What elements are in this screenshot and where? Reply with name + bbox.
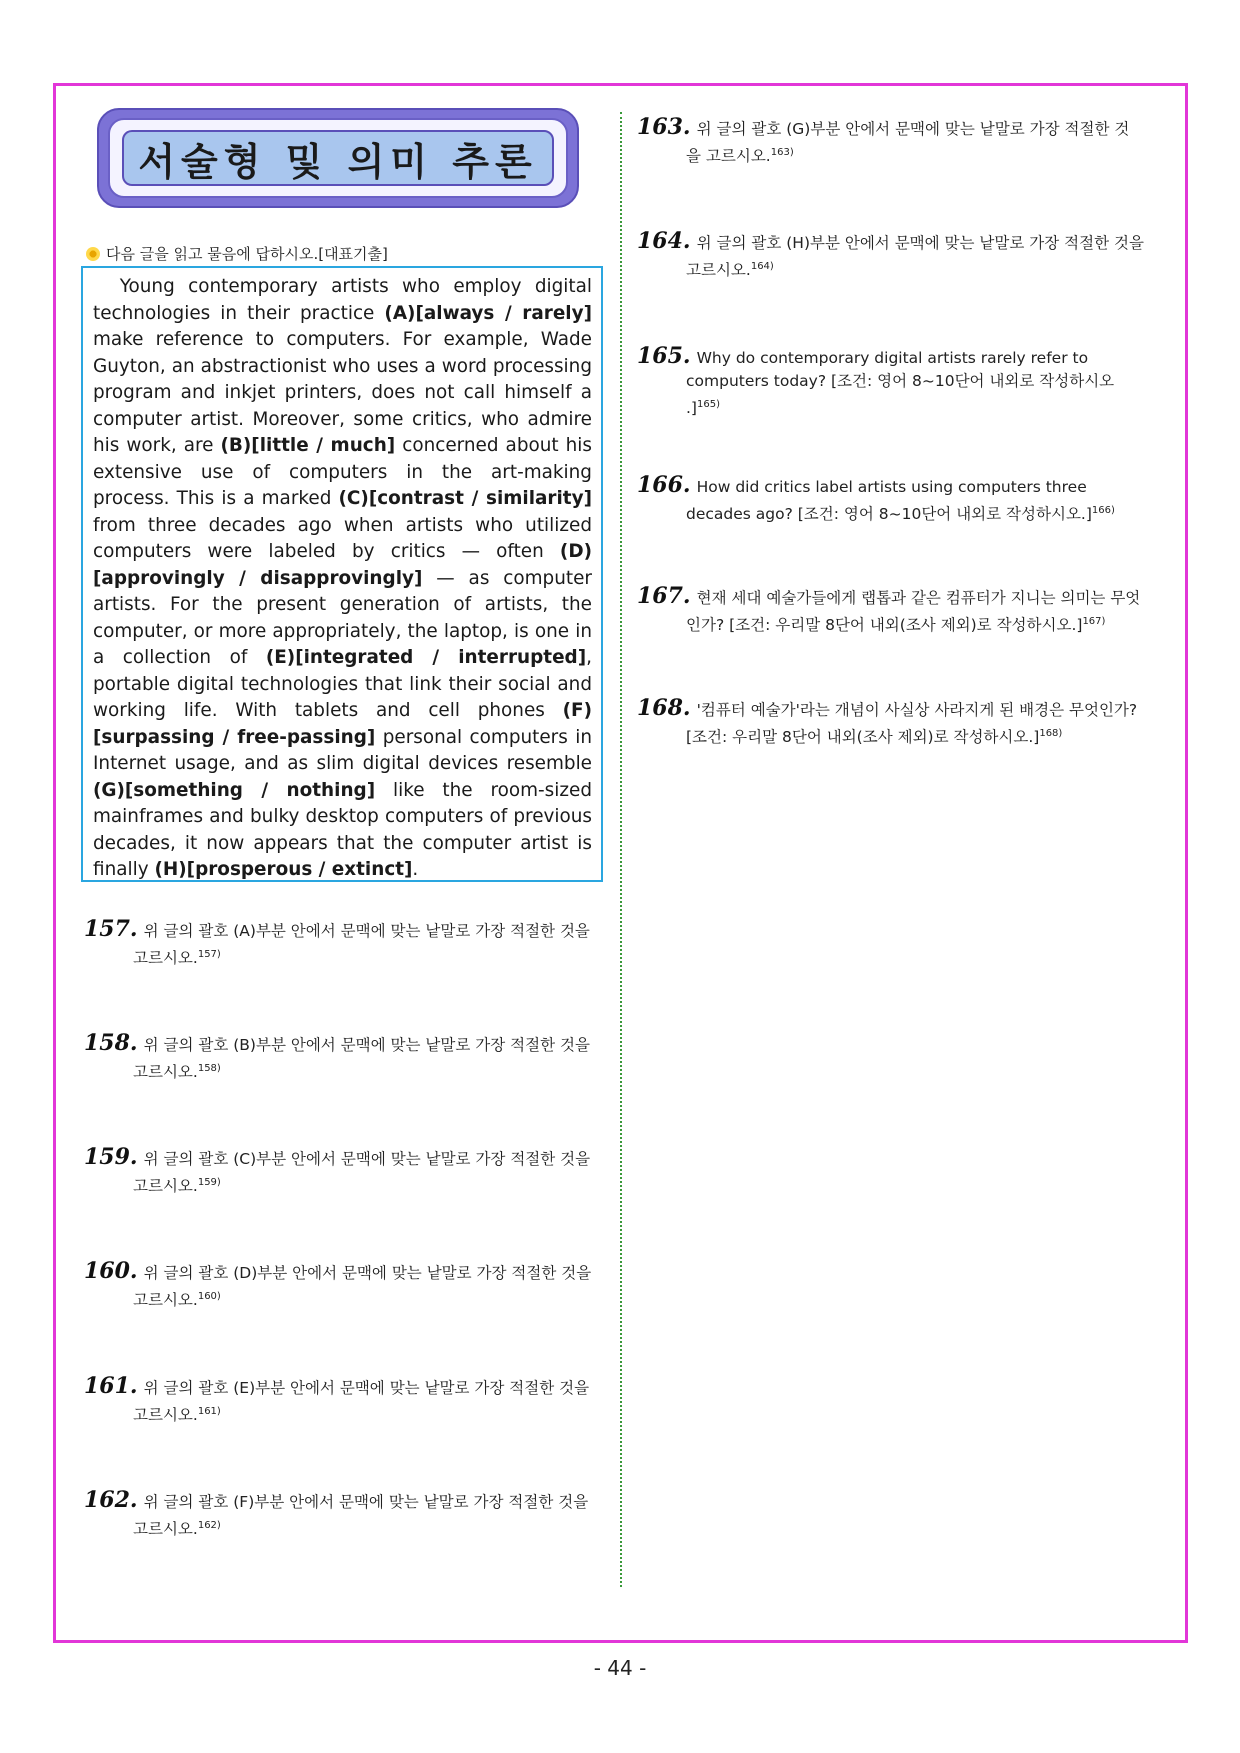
passage-text: from three decades ago when artists who utilized computers were labeled by critics — often xyxy=(93,514,592,562)
question-text: decades ago? [조건: 영어 8~10단어 내외로 작성하시오.] xyxy=(686,505,1092,524)
passage-text: — as computer artists. For the present generation of artists, the computer, or more appropriately, the laptop, is one in a collection of xyxy=(93,567,592,668)
question-157 xyxy=(84,918,604,970)
question-text: 고르시오. xyxy=(133,1291,198,1310)
blank-d: (D)[approvingly / disapprovingly] xyxy=(93,541,592,589)
question-text: [조건: 우리말 8단어 내외(조사 제외)로 작성하시오.] xyxy=(686,728,1040,747)
footnote-ref: 158) xyxy=(197,1063,221,1074)
question-text: 인가? [조건: 우리말 8단어 내외(조사 제외)로 작성하시오.] xyxy=(686,616,1083,635)
question-number: 162. xyxy=(84,1487,138,1513)
section-title-badge xyxy=(97,108,579,208)
question-text: 을 고르시오. xyxy=(686,147,771,166)
question-163 xyxy=(637,116,1162,168)
question-167 xyxy=(637,585,1162,637)
footnote-ref: 166) xyxy=(1091,505,1115,516)
footnote-ref: 159) xyxy=(197,1177,221,1188)
blank-a: (A)[always / rarely] xyxy=(384,302,592,324)
question-number: 159. xyxy=(84,1144,138,1170)
question-text: 위 글의 괄호 (A)부분 안에서 문맥에 맞는 낱말로 가장 적절한 것을 xyxy=(143,922,590,940)
question-166 xyxy=(637,474,1162,526)
question-text: 위 글의 괄호 (H)부분 안에서 문맥에 맞는 낱말로 가장 적절한 것을 xyxy=(696,234,1144,252)
blank-e: (E)[integrated / interrupted] xyxy=(265,647,587,668)
question-161 xyxy=(84,1375,604,1427)
question-text: 위 글의 괄호 (E)부분 안에서 문맥에 맞는 낱말로 가장 적절한 것을 xyxy=(143,1379,590,1397)
question-text: 위 글의 괄호 (D)부분 안에서 문맥에 맞는 낱말로 가장 적절한 것을 xyxy=(143,1264,592,1282)
question-number: 164. xyxy=(637,228,691,254)
instruction xyxy=(86,243,388,264)
question-number: 158. xyxy=(84,1030,138,1056)
question-text: 고르시오. xyxy=(133,1406,198,1425)
question-text: 위 글의 괄호 (C)부분 안에서 문맥에 맞는 낱말로 가장 적절한 것을 xyxy=(143,1150,591,1168)
footnote-ref: 167) xyxy=(1082,616,1106,627)
passage-text: Young contemporary artists who employ digital technologies in their practice xyxy=(93,276,592,324)
question-number: 163. xyxy=(637,114,691,140)
question-text: Why do contemporary digital artists rarely refer to xyxy=(696,349,1089,367)
question-text: '컴퓨터 예술가'라는 개념이 사실상 사라지게 된 배경은 무엇인가? xyxy=(696,701,1138,719)
question-number: 160. xyxy=(84,1258,138,1284)
passage-text: make reference to computers. For example, Wade Guyton, an abstractionist who uses a word processing program and inkjet printers, does not call himself a computer artist. Moreover, some critics, who admire his work, are xyxy=(93,329,592,456)
flower-icon xyxy=(86,247,100,261)
blank-f: (F)[surpassing / free-passing] xyxy=(93,700,592,748)
passage-text: like the room-sized mainframes and bulky desktop computers of previous decades, it now appears that the computer artist is finally xyxy=(93,779,592,880)
footnote-ref: 161) xyxy=(197,1406,221,1417)
question-text: 위 글의 괄호 (F)부분 안에서 문맥에 맞는 낱말로 가장 적절한 것을 xyxy=(143,1493,589,1511)
blank-c: (C)[contrast / similarity] xyxy=(338,488,592,509)
question-text: 현재 세대 예술가들에게 랩톱과 같은 컴퓨터가 지니는 의미는 무엇 xyxy=(696,589,1141,607)
question-number: 168. xyxy=(637,695,691,721)
question-text: How did critics label artists using computers three xyxy=(696,478,1087,496)
question-162 xyxy=(84,1489,604,1541)
question-number: 161. xyxy=(84,1373,138,1399)
column-divider xyxy=(620,112,622,1587)
section-title: 서술형 및 의미 추론 xyxy=(138,139,538,184)
footnote-ref: 164) xyxy=(750,261,774,272)
question-text: 고르시오. xyxy=(133,1520,198,1539)
passage-text: , portable digital technologies that link their social and working life. With tablets and cell phones xyxy=(93,647,592,721)
question-number: 165. xyxy=(637,343,691,369)
question-text: computers today? [조건: 영어 8~10단어 내외로 작성하시오 xyxy=(686,372,1115,390)
footnote-ref: 165) xyxy=(696,399,720,410)
question-number: 166. xyxy=(637,472,691,498)
blank-h: (H)[prosperous / extinct] xyxy=(154,859,413,880)
question-text: 위 글의 괄호 (B)부분 안에서 문맥에 맞는 낱말로 가장 적절한 것을 xyxy=(143,1036,590,1054)
question-text: 고르시오. xyxy=(133,1063,198,1082)
passage-text: personal computers in Internet usage, and as slim digital devices resemble xyxy=(93,726,592,774)
question-168 xyxy=(637,697,1162,749)
passage-text: . xyxy=(412,859,419,880)
blank-b: (B)[little / much] xyxy=(220,435,396,456)
question-text: 고르시오. xyxy=(133,949,198,968)
question-text: 고르시오. xyxy=(686,261,751,280)
question-text: 고르시오. xyxy=(133,1177,198,1196)
blank-g: (G)[something / nothing] xyxy=(93,779,376,801)
question-160 xyxy=(84,1260,604,1312)
question-159 xyxy=(84,1146,604,1198)
question-number: 167. xyxy=(637,583,691,609)
question-158 xyxy=(84,1032,604,1084)
page-number: - 44 - xyxy=(593,1656,647,1680)
footnote-ref: 160) xyxy=(197,1291,221,1302)
footnote-ref: 162) xyxy=(197,1520,221,1531)
question-164 xyxy=(637,230,1162,282)
question-text: 위 글의 괄호 (G)부분 안에서 문맥에 맞는 낱말로 가장 적절한 것 xyxy=(696,120,1130,138)
question-number: 157. xyxy=(84,916,138,942)
footnote-ref: 157) xyxy=(197,949,221,960)
question-165 xyxy=(637,345,1162,420)
instruction-text: 다음 글을 읽고 물음에 답하시오.[대표기출] xyxy=(106,245,388,263)
footnote-ref: 168) xyxy=(1039,728,1063,739)
footnote-ref: 163) xyxy=(770,147,794,158)
question-text: .] xyxy=(686,399,697,418)
reading-passage xyxy=(81,266,603,882)
passage-text: concerned about his extensive use of computers in the art-making process. This is a marked xyxy=(93,435,592,509)
